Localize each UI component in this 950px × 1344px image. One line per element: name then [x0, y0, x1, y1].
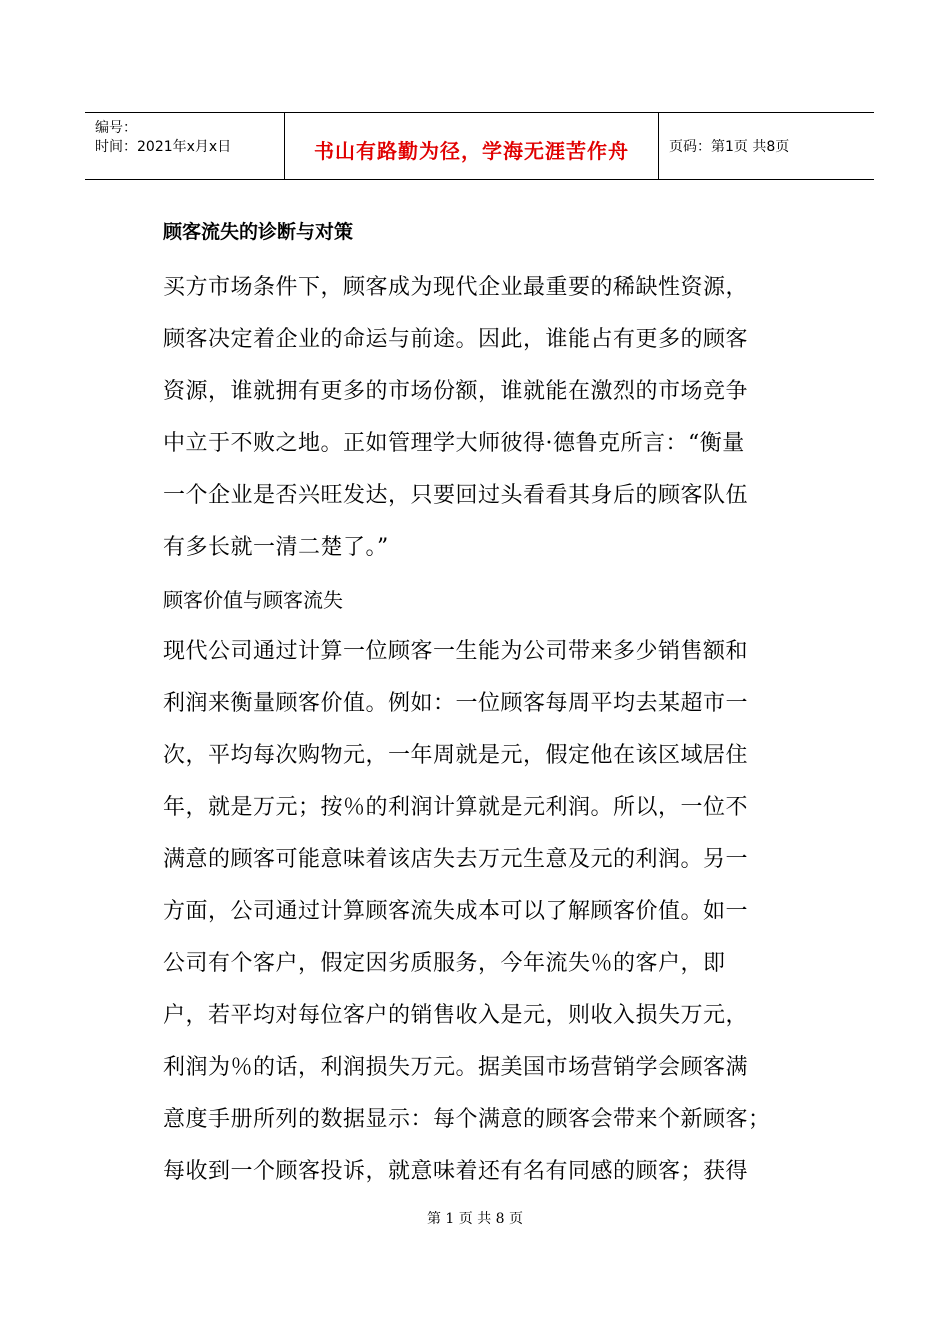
text-line: 意度手册所列的数据显示：每个满意的顾客会带来个新顾客； [163, 1107, 771, 1132]
text-line: 利润来衡量顾客价值。例如：一位顾客每周平均去某超市一 [163, 691, 749, 716]
document-body [163, 218, 803, 1198]
text-line: 方面，公司通过计算顾客流失成本可以了解顾客价值。如一 [163, 899, 749, 924]
text-line: 有多长就一清二楚了。” [163, 535, 389, 560]
header-meta-cell [85, 113, 285, 179]
text-line: 次，平均每次购物元，一年周就是元，假定他在该区域居住 [163, 743, 749, 768]
text-line: 买方市场条件下，顾客成为现代企业最重要的稀缺性资源， [163, 275, 749, 300]
document-title: 顾客流失的诊断与对策 [163, 221, 354, 243]
header-motto-cell [285, 113, 659, 179]
text-line: 户，若平均对每位客户的销售收入是元，则收入损失万元， [163, 1003, 749, 1028]
header-page-cell [659, 113, 874, 179]
text-line: 每收到一个顾客投诉，就意味着还有名有同感的顾客；获得 [163, 1159, 749, 1184]
page-info: 页码：第1页 共8页 [669, 139, 790, 155]
footer-page-number: 第 1 页 共 8 页 [426, 1211, 524, 1227]
text-line: 满意的顾客可能意味着该店失去万元生意及元的利润。另一 [163, 847, 749, 872]
page-footer [0, 1208, 950, 1228]
text-line: 公司有个客户，假定因劣质服务，今年流失％的客户，即 [163, 951, 726, 976]
text-line: 现代公司通过计算一位顾客一生能为公司带来多少销售额和 [163, 639, 749, 664]
text-line: 一个企业是否兴旺发达，只要回过头看看其身后的顾客队伍 [163, 483, 749, 508]
date-label: 时间：2021年x月x日 [95, 139, 232, 155]
intro-paragraph [163, 262, 803, 574]
text-line: 资源，谁就拥有更多的市场份额，谁就能在激烈的市场竞争 [163, 379, 749, 404]
text-line: 年，就是万元；按％的利润计算就是元利润。所以，一位不 [163, 795, 749, 820]
motto-text: 书山有路勤为径，学海无涯苦作舟 [314, 138, 629, 163]
document-header [85, 112, 874, 180]
text-line: 中立于不败之地。正如管理学大师彼得·德鲁克所言：“衡量 [163, 431, 745, 456]
text-line: 顾客决定着企业的命运与前途。因此，谁能占有更多的顾客 [163, 327, 749, 352]
text-line: 利润为％的话，利润损失万元。据美国市场营销学会顾客满 [163, 1055, 749, 1080]
section-subheading: 顾客价值与顾客流失 [163, 588, 343, 612]
body-paragraph [163, 626, 803, 1198]
number-label: 编号： [95, 120, 137, 136]
